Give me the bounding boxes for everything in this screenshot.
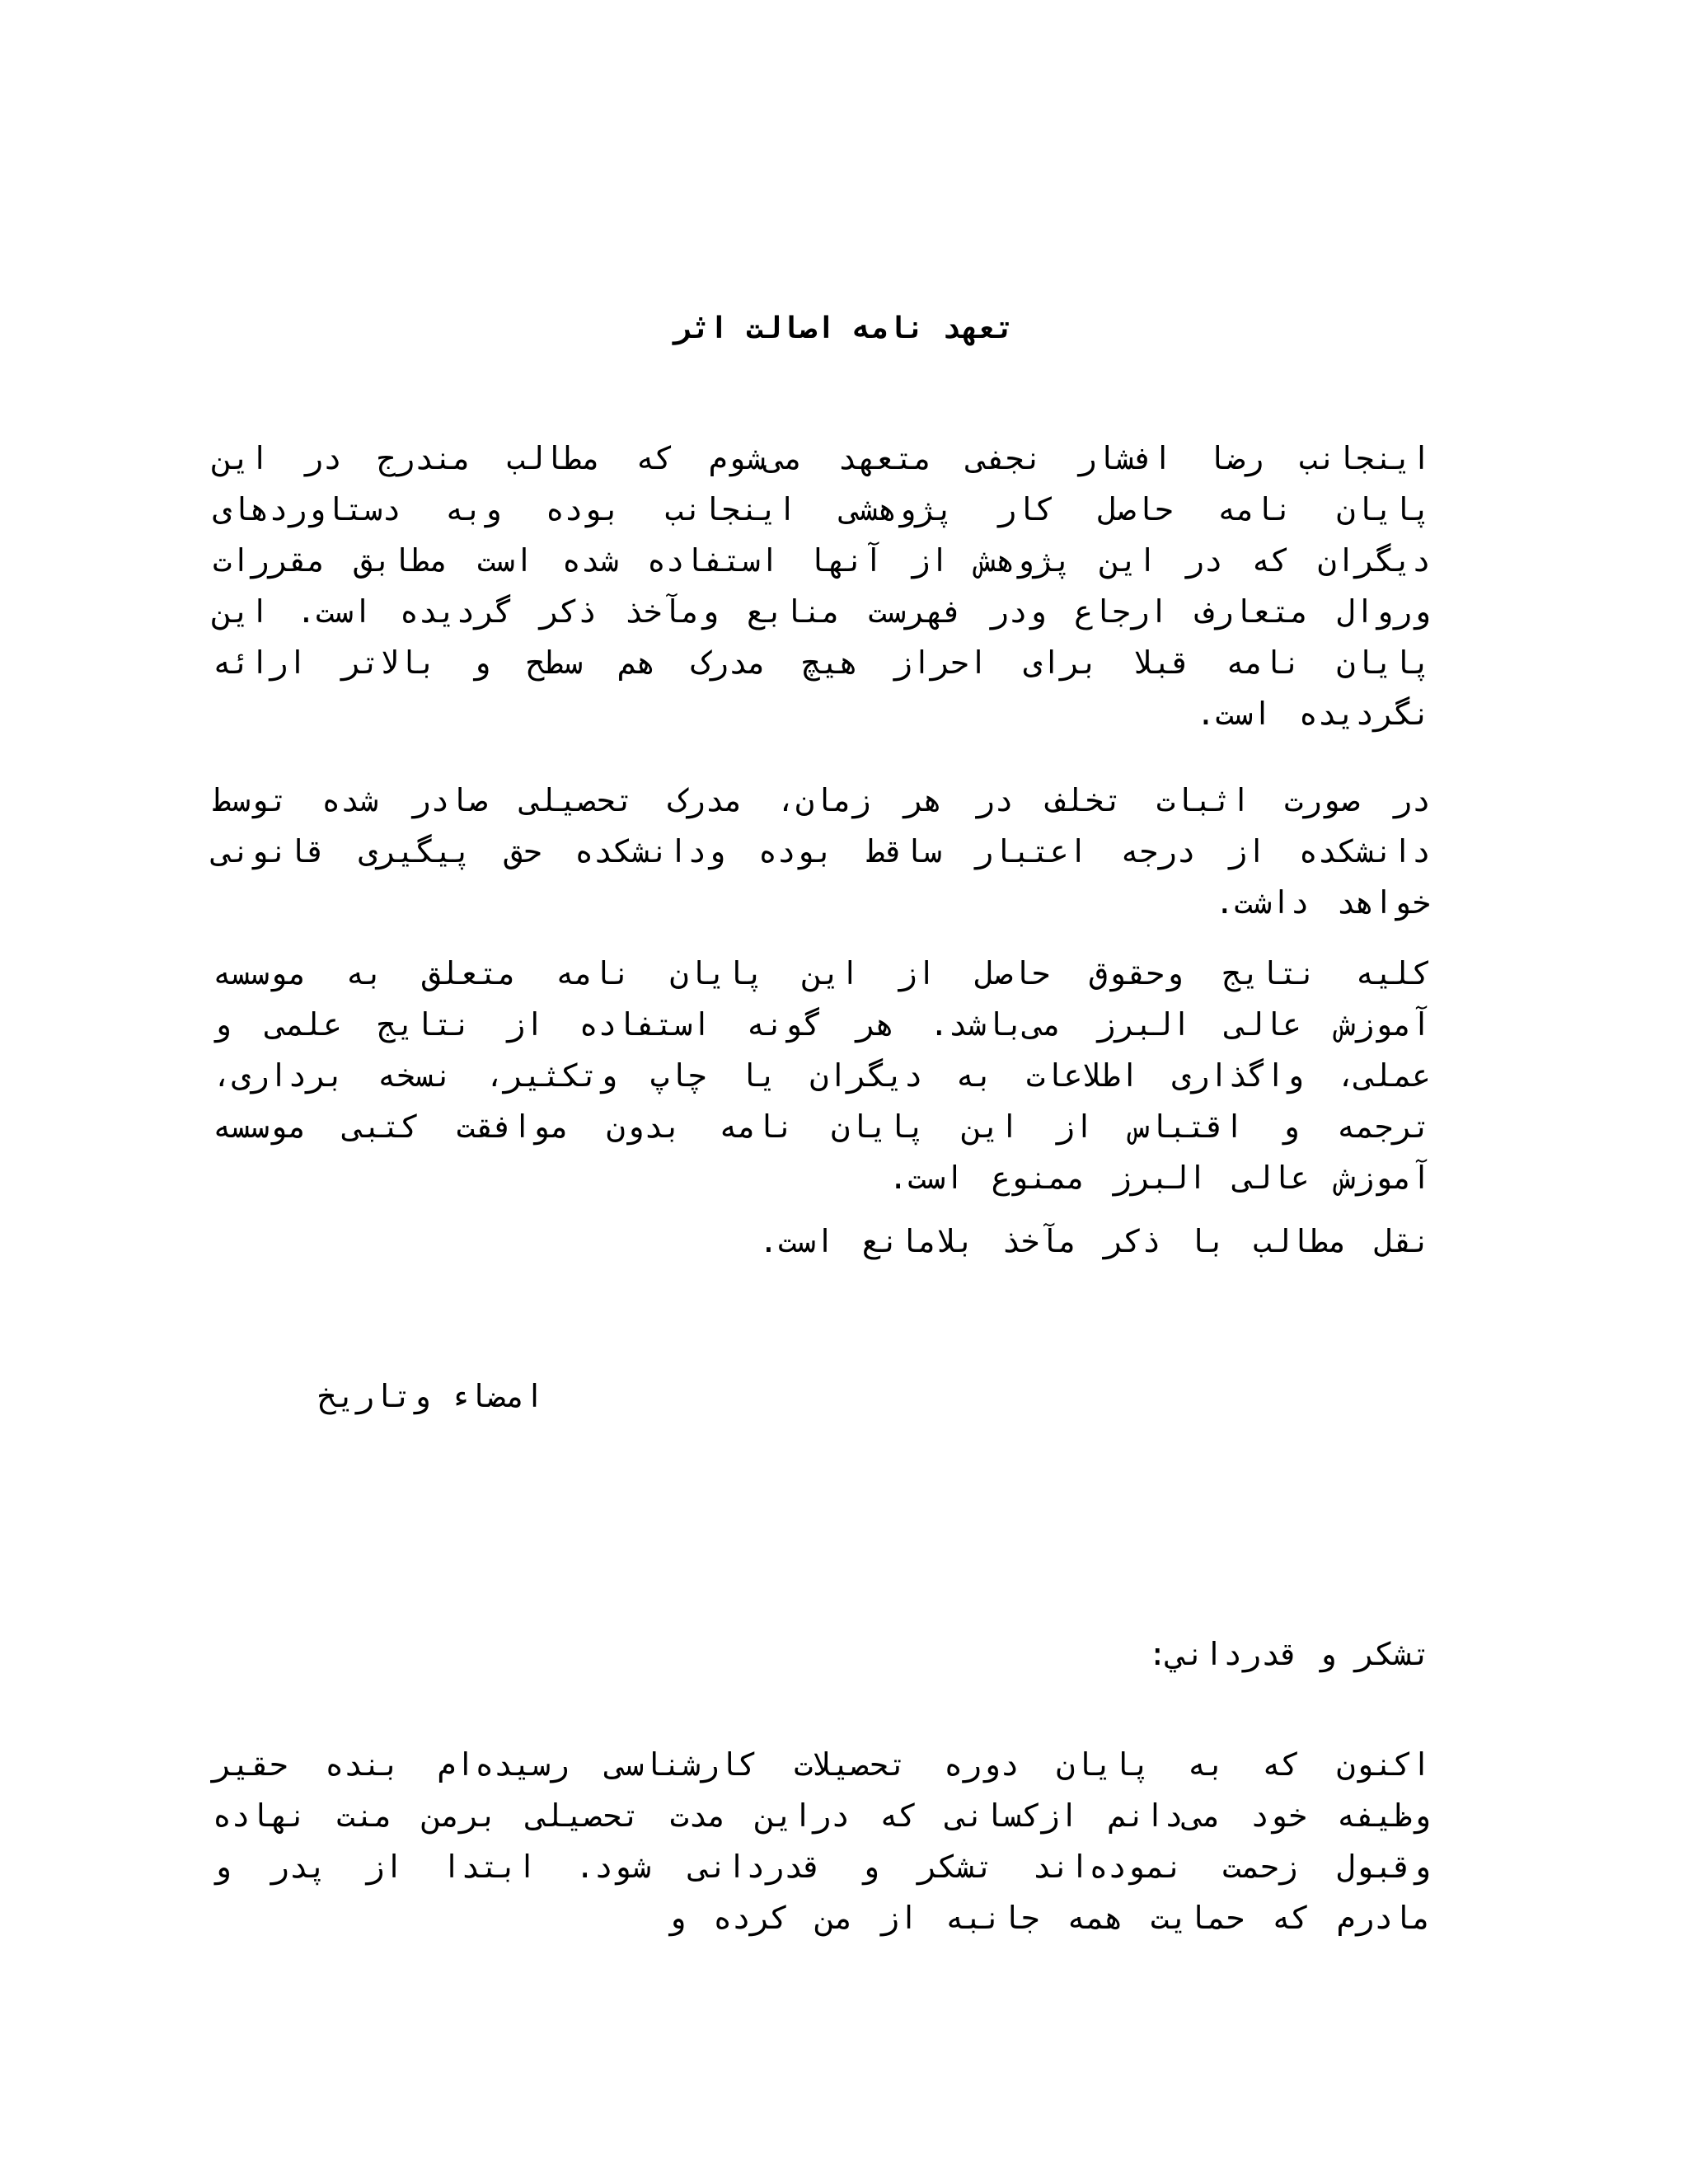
document-title: تعهد نامه اصالت اثر	[674, 312, 1014, 345]
pledge-paragraph-3: کلیه نتایج وحقوق حاصل از این پایان نامه متعلق به موسسه آموزش عالی البرز می‌باشد. هر گونه استفاده از نتایج علمی و عملی، واگذاری اطلاعات به دیگران یا چاپ وتکثیر، نسخه برداری، ترجمه و اقتباس از این پایان نامه بدون موافقت کتبی موسسه آموزش عالی البرز ممنوع است.	[213, 955, 1431, 1196]
pledge-paragraph-4: نقل مطالب با ذکر مآخذ بلامانع است.	[759, 1223, 1431, 1259]
acknowledgement-paragraph: اکنون که به پایان دوره تحصیلات کارشناسی رسیده‌ام بنده حقیر وظیفه خود می‌دانم ازکسانی که دراین مدت تحصیلی برمن منت نهاده وقبول زحمت نموده‌اند تشکر و قدردانی شود. ابتدا از پدر و مادرم که حمایت همه جانبه از من کرده و	[213, 1746, 1431, 1936]
pledge-paragraph-2: در صورت اثبات تخلف در هر زمان، مدرک تحصیلی صادر شده توسط دانشکده از درجه اعتبار ساقط بوده ودانشکده حق پیگیری قانونی خواهد داشت.	[213, 782, 1431, 921]
signature-date-label: امضاء وتاریخ	[317, 1378, 544, 1414]
pledge-paragraph-1: اینجانب رضا افشار نجفی متعهد می‌شوم که مطالب مندرج در این پایان نامه حاصل کار پژوهشی اینجانب بوده وبه دستاوردهای دیگران که در این پژوهش از آنها استفاده شده است مطابق مقررات وروال متعارف ارجاع ودر فهرست منابع ومآخذ ذکر گردیده است. این پایان نامه قبلا برای احراز هیچ مدرک هم سطح و بالاتر ارائه نگردیده است.	[213, 440, 1431, 732]
acknowledgement-heading: تشکر و قدرداني:	[1147, 1636, 1431, 1672]
